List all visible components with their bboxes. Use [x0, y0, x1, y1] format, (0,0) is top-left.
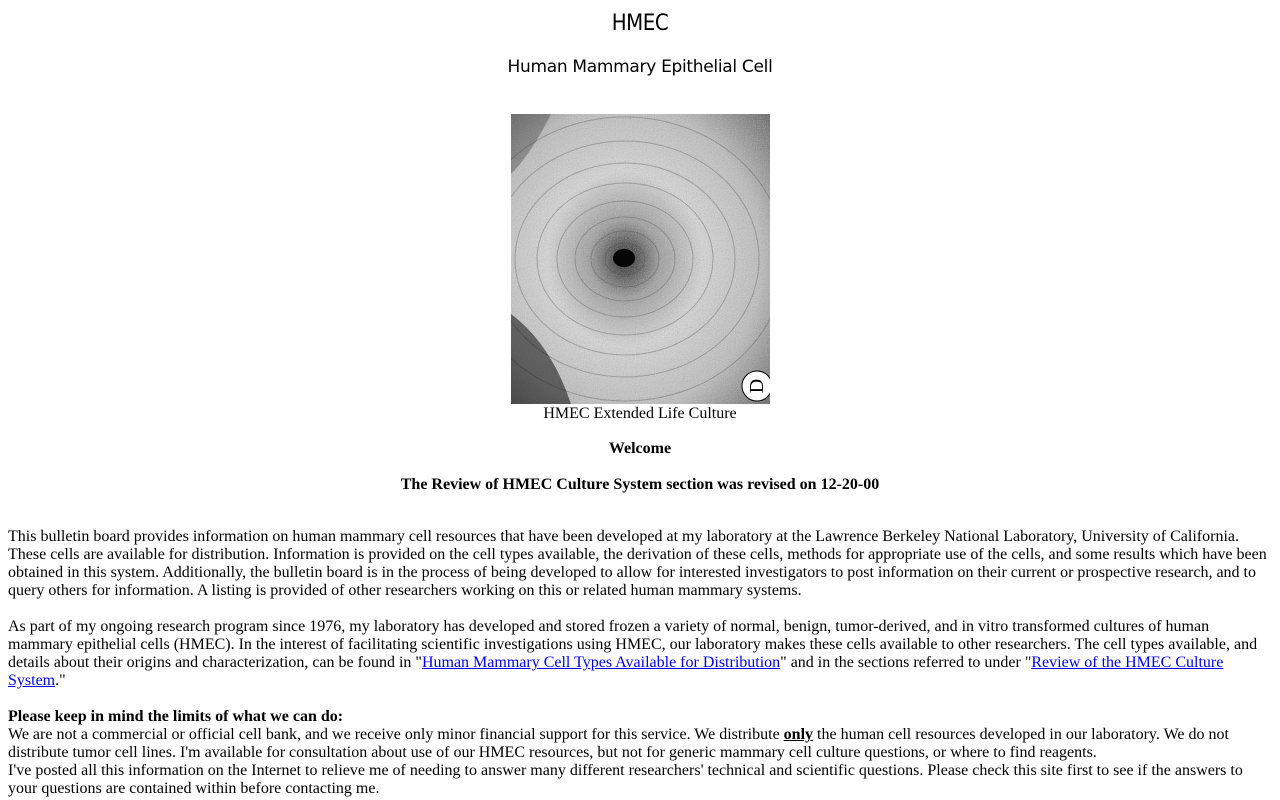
- research-text-start: As part of my ongoing research program since 1976, my laboratory has developed and stored frozen a variety of normal, benign, tumor-derived, and in vitro transformed cultures of human mammary epithelial cells (HMEC). In the interest of facilitating scientific investigations using HMEC, our laboratory makes these cells available to other researchers. The cell types available, and details about their origins and characterization, can be found in ": [8, 618, 1258, 671]
- intro-paragraph: This bulletin board provides information on human mammary cell resources that have been developed at my laboratory at the Lawrence Berkeley National Laboratory, University of California. These cells are available for distribution. Information is provided on the cell types available, the derivation of these cells, methods for appropriate use of the cells, and some results which have been obtained in this system. Additionally, the bulletin board is in the process of being developed to allow for interested investigators to post information on their current or prospective research, and to query others for information. A listing is provided of other researchers working on this or related human mammary systems.: [8, 528, 1267, 599]
- limits-heading: Please keep in mind the limits of what we can do:: [8, 708, 344, 725]
- welcome-heading: Welcome: [608, 440, 672, 457]
- limits-text-1-end: the human cell resources developed in our laboratory. We do not distribute tumor cell lines. I'm available for consultation about use of our HMEC resources, but not for generic mammary cell culture questions, or where to find reagents.: [8, 726, 1229, 761]
- cell-types-link[interactable]: Human Mammary Cell Types Available for Distribution: [421, 654, 781, 671]
- limits-text-1: [8, 726, 1272, 762]
- page-subtitle: Human Mammary Epithelial Cell: [507, 57, 773, 77]
- image-caption: HMEC Extended Life Culture: [543, 405, 737, 422]
- main-content: [8, 528, 1272, 798]
- only-emphasis: only: [783, 726, 814, 743]
- limits-section: [8, 708, 1272, 798]
- revision-notice: The Review of HMEC Culture System section was revised on 12-20-00: [400, 476, 880, 493]
- cell-culture-image: [511, 114, 770, 404]
- research-paragraph: [8, 618, 1272, 690]
- research-text-end: .": [55, 672, 66, 689]
- cell-culture-micrograph: [511, 114, 770, 404]
- review-culture-system-link[interactable]: Review of the HMEC Culture System: [8, 654, 1224, 689]
- corner-mark: D: [746, 378, 768, 394]
- page-title: HMEC: [611, 11, 669, 36]
- research-text-mid: " and in the sections referred to under ": [780, 654, 1032, 671]
- limits-text-1-start: We are not a commercial or official cell bank, and we receive only minor financial support for this service. We distribute: [8, 726, 784, 743]
- limits-text-2: I've posted all this information on the Internet to relieve me of needing to answer many different researchers' technical and scientific questions. Please check this site first to see if the answers to your questions are contained within before contacting me.: [8, 762, 1243, 797]
